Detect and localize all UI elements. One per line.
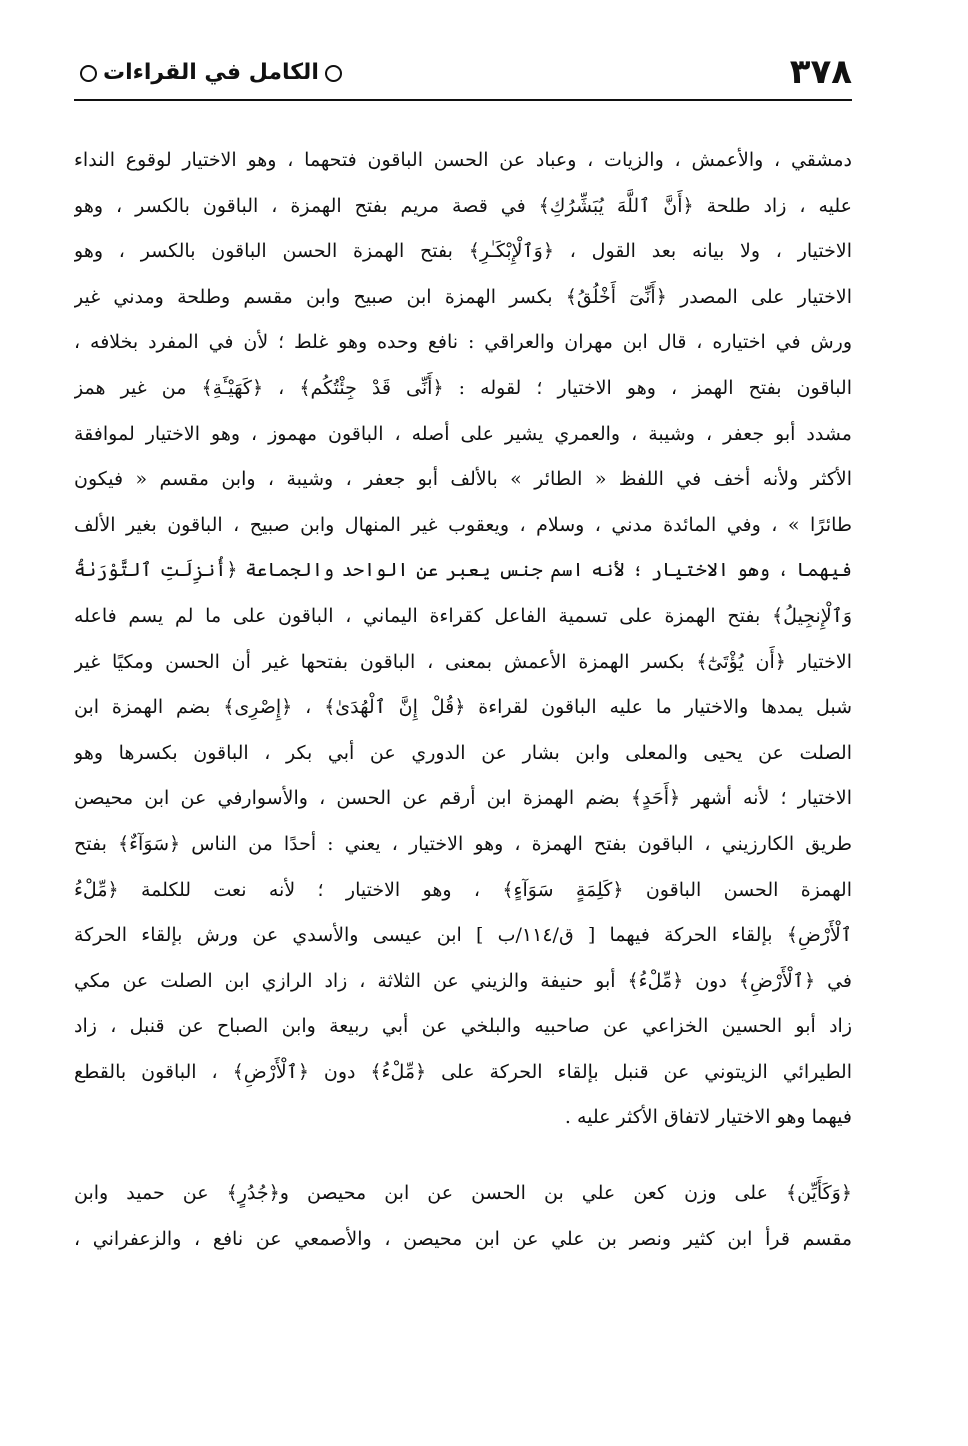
text-line: الأكثر ولأنه أخف في اللفظ « الطائر » بالألف أبو جعفر ، وشيبة ، وابن مقسم « فيكون (74, 468, 852, 491)
text-line: في ﴿ٱلْأَرْضِ﴾ دون ﴿مِّلْءُ﴾ أبو حنيفة والزيني عن الثلاثة ، زاد الرازي ابن الصلت عن مكي (74, 969, 852, 992)
text-line: طريق الكارزيني ، الباقون بفتح الهمزة ، وهو الاختيار ، يعني : أحدًا من الناس ﴿سَوَآءٌ﴾ بفتح (74, 832, 852, 855)
running-title (74, 58, 348, 88)
text-line: مشدد أبو جعفر ، وشيبة ، والعمري يشير على أصله ، الباقون مهموز ، وهو الاختيار لموافقة (74, 422, 852, 445)
paragraph-gap (74, 1141, 852, 1171)
text-line: الاختيار ، ولا بيانه بعد القول ، ﴿وَٱلْإِبْكَـٰرِ﴾ بفتح الهمزة الحسن الباقون بالكسر ، وهو (74, 240, 852, 263)
text-line: طائرًا » ، وفي المائدة مدني ، وسلام ، ويعقوب غير المنهال وابن صبيح ، الباقون بغير الألف (74, 513, 852, 536)
book-title: الكامل في القراءات (103, 60, 319, 85)
body-text (74, 138, 852, 1262)
text-line: الطيرائي الزيتوني عن قنبل بإلقاء الحركة على ﴿مِّلْءُ﴾ دون ﴿ٱلْأَرْضِ﴾ ، الباقون بالقطع (74, 1060, 852, 1083)
text-line: مقسم قرأ ابن كثير ونصر بن علي عن ابن محيصن ، والأصمعي عن نافع ، والزعفراني ، (74, 1227, 852, 1250)
text-line: الباقون بفتح الهمز ، وهو الاختيار ؛ لقوله : ﴿أَنِّى قَدْ جِئْتُكُم﴾ ، ﴿كَهَيْـَٔةِ﴾ من غير همز (74, 376, 852, 399)
text-line: دمشقي ، والأعمش ، والزيات ، وعباد عن الحسن الباقون فتحهما ، وهو الاختيار لوقوع النداء (74, 149, 852, 171)
text-line: الهمزة الحسن الباقون ﴿كَلِمَةٍ سَوَآءٍ﴾ ، وهو الاختيار ؛ لأنه نعت للكلمة ﴿مِّلْءُ (74, 878, 852, 901)
paragraph-1 (74, 138, 852, 1141)
text-line: فيهما ، وهو الاختيار ؛ لأنه اسم جنس يعبر عن الواحد والجماعة ﴿أُنزِلَتِ ٱلتَّوْرَىٰةُ (74, 559, 852, 582)
page-header (74, 52, 852, 96)
text-line: الاختيار ؛ لأنه أشهر ﴿أَحَدٍ﴾ بضم الهمزة ابن أرقم عن الحسن ، والأسوارفي عن ابن محيصن (74, 787, 852, 810)
text-line: وَٱلْإِنجِيلُ﴾ بفتح الهمزة على تسمية الفاعل كقراءة اليماني ، الباقون على ما لم يسم فاعله (74, 604, 852, 627)
text-line: شبل يمدها والاختيار ما عليه الباقون لقراءة ﴿قُلْ إِنَّ ٱلْهُدَىٰ﴾ ، ﴿إِصْرِى﴾ بضم الهمزة ابن (74, 696, 852, 719)
header-rule (74, 99, 852, 101)
text-line: الاختيار على المصدر ﴿أَنِّىٓ أَخْلُقُ﴾ بكسر الهمزة ابن صبيح وابن مقسم وطلحة ومدني غير (74, 285, 852, 308)
circle-ornament-icon (325, 65, 342, 82)
text-line: ورش في اختياره ، قال ابن مهران والعراقي : نافع وحده وهو غلط ؛ لأن في المفرد بخلافه ، (74, 331, 852, 354)
text-line: زاد أبو الحسين الخزاعي عن صاحبيه والبلخي عن أبي ربيعة وابن الصباح عن قنبل ، زاد (74, 1015, 852, 1038)
text-line: الصلت عن يحيى والمعلى وابن بشار عن الدوري عن أبي بكر ، الباقون بكسرها وهو (74, 741, 852, 764)
circle-ornament-icon (80, 65, 97, 82)
text-line: ﴿وَكَأَيِّن﴾ على وزن كعن علي بن الحسن عن ابن محيصن و﴿جُدُرٍ﴾ عن حميد وابن (74, 1182, 852, 1205)
text-line: ٱلْأَرْضِ﴾ بإلقاء الحركة فيهما [ ق/١١٤/ب ] ابن عيسى والأسدي عن ورش بإلقاء الحركة (74, 924, 852, 947)
text-line: فيهما وهو الاختيار لاتفاق الأكثر عليه . (564, 1106, 852, 1129)
text-line: الاختيار ﴿أَن يُؤْتَىٰٓ﴾ بكسر الهمزة الأعمش بمعنى ، الباقون بفتحها غير أن الحسن ومكيًا غير (74, 650, 852, 673)
text-line: عليه ، زاد طلحة ﴿أَنَّ ٱللَّهَ يُبَشِّرُكِ﴾ في قصة مريم بفتح الهمزة ، الباقون بالكسر ، وهو (74, 194, 852, 217)
page-number: ٣٧٨ (789, 52, 852, 92)
paragraph-2 (74, 1171, 852, 1262)
